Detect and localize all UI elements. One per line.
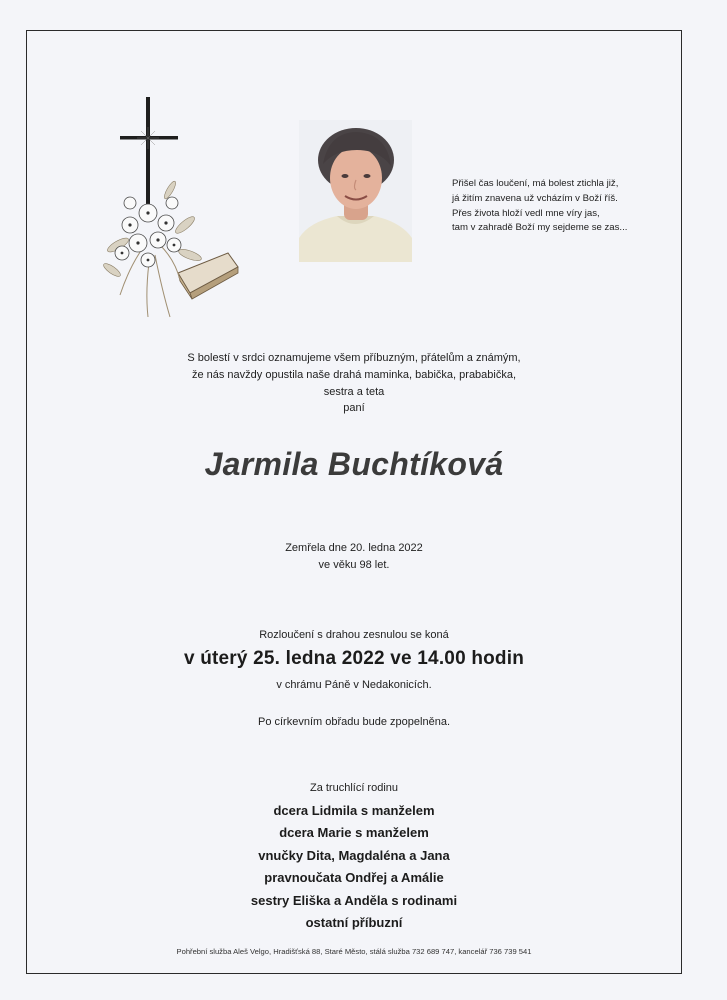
mourner-entry: ostatní příbuzní xyxy=(305,915,403,931)
mourner-entry: dcera Marie s manželem xyxy=(279,825,429,841)
mourner-entry: vnučky Dita, Magdaléna a Jana xyxy=(258,847,450,863)
farewell-place: v chrámu Páně v Nedakonicích. xyxy=(276,679,432,691)
cross-with-flowers-icon xyxy=(100,95,245,325)
announcement-line: že nás navždy opustila naše drahá maminka, babička, prababička, xyxy=(191,368,517,381)
deceased-name: Jarmila Buchtíková xyxy=(204,446,504,482)
announcement-line: S bolestí v srdci oznamujeme všem příbuzným, přátelům a známým, xyxy=(187,352,521,364)
mourner-entry: sestry Eliška a Anděla s rodinami xyxy=(250,892,458,908)
age-at-death: ve věku 98 let. xyxy=(318,559,390,571)
mourner-entry: pravnoučata Ondřej a Amálie xyxy=(264,870,444,886)
mourners-list xyxy=(26,800,682,934)
announcement-line: sestra a teta xyxy=(323,385,385,398)
farewell-date-time: v úterý 25. ledna 2022 ve 14.00 hodin xyxy=(183,648,525,669)
mourner-entry: dcera Lidmila s manželem xyxy=(273,803,435,818)
funeral-service-footer: Pohřební služba Aleš Velgo, Hradišťská 88, Staré Město, stálá služba 732 689 747, kancelář 736 739 541 xyxy=(176,947,532,956)
farewell-intro: Rozloučení s drahou zesnulou se koná xyxy=(259,629,449,641)
announcement-line: paní xyxy=(343,402,365,415)
poem xyxy=(452,177,672,236)
death-date: Zemřela dne 20. ledna 2022 xyxy=(285,542,423,554)
poem-line: já žitím znavena už vcházím v Boží říš. xyxy=(452,192,618,204)
poem-line: Přes života hloží vedl mne víry jas, xyxy=(452,207,600,219)
cremation-note: Po církevním obřadu bude zpopelněna. xyxy=(257,716,451,728)
portrait-photo xyxy=(299,120,412,262)
death-info xyxy=(26,540,682,574)
poem-line: Přišel čas loučení, má bolest ztichla již, xyxy=(452,178,619,189)
mourners-intro: Za truchlící rodinu xyxy=(309,782,399,794)
announcement-text xyxy=(26,350,682,417)
poem-line: tam v zahradě Boží my sejdeme se zas... xyxy=(452,222,628,234)
